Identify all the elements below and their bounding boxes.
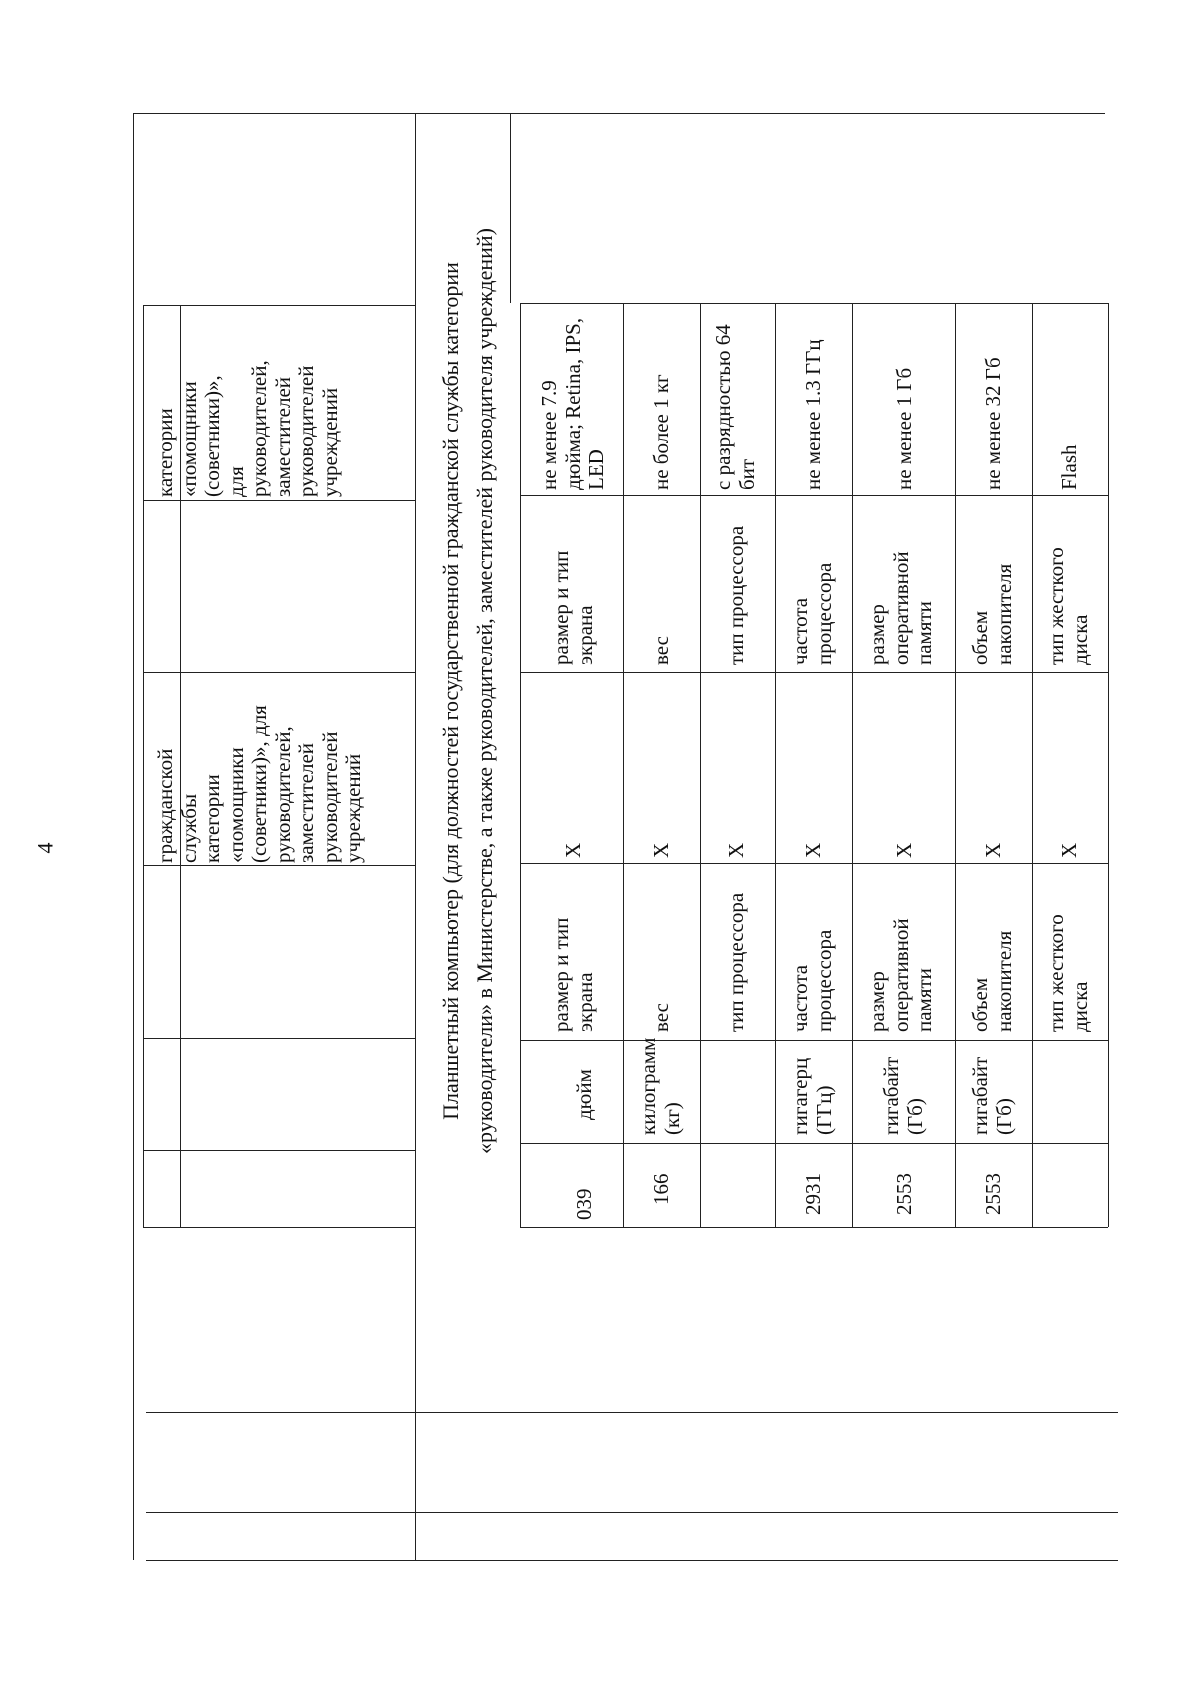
main-row-line-1	[623, 303, 624, 1227]
table-row-1-code: 166	[649, 1173, 673, 1205]
section-header-line-2: «руководители» в Министерстве, а также руководителей, заместителей руководителя учреждений)	[472, 227, 498, 1155]
table-row-1-char2: вес	[649, 636, 673, 665]
section-header-line-1: Планшетный компьютер (для должностей государственной гражданской службы категории	[438, 262, 463, 1120]
table-row-2-char2: тип процессора	[724, 525, 748, 665]
table-row-5-unit: гигабайт (Гб)	[968, 1056, 1016, 1135]
top-table-line-1	[143, 1150, 415, 1151]
table-row-0-code: 039	[572, 1188, 596, 1220]
table-row-5-val1: X	[981, 842, 1005, 858]
main-row-line-5	[955, 303, 956, 1227]
table-row-6-val2: Flash	[1057, 444, 1081, 490]
table-row-2-char1: тип процессора	[724, 892, 748, 1032]
main-row-line-0	[520, 303, 521, 1227]
table-border-bottom	[146, 1560, 1118, 1561]
table-row-2-val1: X	[724, 842, 748, 858]
main-row-line-7	[1108, 303, 1109, 1227]
table-row-5-char1: объем накопителя	[968, 930, 1016, 1032]
main-table-top	[520, 303, 1108, 304]
top-table-line-2	[143, 1038, 415, 1039]
main-row-line-4	[852, 303, 853, 1227]
table-row-0-val1: X	[561, 842, 585, 858]
table-row-4-code: 2553	[892, 1173, 916, 1215]
section-header	[434, 156, 502, 1226]
table-row-4-char2: размер оперативной памяти	[865, 551, 937, 665]
table-row-0-char1: размер и тип экрана	[549, 917, 597, 1032]
table-row-0-unit: дюйм	[572, 1069, 596, 1120]
table-row-3-code: 2931	[801, 1173, 825, 1215]
table-row-1-unit: килограмм (кг)	[636, 1037, 684, 1135]
table-row-6-val1: X	[1057, 842, 1081, 858]
table-row-3-unit: гигагерц (ГГц)	[788, 1057, 836, 1135]
table-row-3-char1: частота процессора	[788, 929, 836, 1032]
top-table-col-1	[143, 305, 144, 1227]
table-row-1-val1: X	[649, 842, 673, 858]
main-row-line-2	[700, 303, 701, 1227]
main-col-line-code	[520, 1143, 1108, 1144]
table-row-3-val1: X	[801, 842, 825, 858]
table-row-5-code: 2553	[981, 1173, 1005, 1215]
table-row-2-val2: с разрядностью 64 бит	[711, 324, 759, 490]
top-table-line-4	[143, 672, 415, 673]
main-col-line-char2	[520, 495, 1108, 496]
lower-rule-2	[146, 1512, 1118, 1513]
main-table-bottom	[520, 1227, 1108, 1228]
top-table-line-5	[143, 500, 415, 501]
table-row-5-val2: не менее 32 Гб	[981, 357, 1005, 490]
table-border-top	[133, 113, 1105, 114]
main-row-line-6	[1032, 303, 1033, 1227]
main-col-line-char1	[520, 863, 1108, 864]
lower-rule-1	[146, 1412, 1118, 1413]
main-col-line-val1	[520, 672, 1108, 673]
table-row-1-char1: вес	[649, 1003, 673, 1032]
top-table-bottom	[143, 1227, 415, 1228]
table-row-4-val2: не менее 1 Гб	[892, 367, 916, 490]
page-number: 4	[32, 842, 58, 854]
table-row-6-char1: тип жесткого диска	[1044, 914, 1092, 1032]
table-row-1-val2: не более 1 кг	[649, 374, 673, 490]
data-area-left	[510, 113, 511, 303]
table-row-0-val2: не менее 7.9 дюйма; Retina, IPS, LED	[537, 317, 609, 490]
top-col-a-text: гражданской службы категории «помощники (советники)», для руководителей, заместителей руководителей учреждений	[153, 705, 366, 863]
table-row-3-val2: не менее 1.3 ГГц	[801, 339, 825, 490]
table-row-4-unit: гигабайт (Гб)	[879, 1056, 927, 1135]
top-col-b-text: категории «помощники (советники)», для руководителей, заместителей руководителей учреждений	[153, 360, 342, 497]
table-border-left	[133, 113, 134, 1560]
top-table-line-3	[143, 865, 415, 866]
top-table-line-6	[143, 305, 415, 306]
table-row-3-char2: частота процессора	[788, 562, 836, 665]
table-row-4-char1: размер оперативной памяти	[865, 918, 937, 1032]
section-divider	[415, 113, 416, 1560]
table-row-6-char2: тип жесткого диска	[1044, 547, 1092, 665]
table-row-5-char2: объем накопителя	[968, 563, 1016, 665]
table-row-0-char2: размер и тип экрана	[549, 550, 597, 665]
main-row-line-3	[775, 303, 776, 1227]
table-row-4-val1: X	[892, 842, 916, 858]
